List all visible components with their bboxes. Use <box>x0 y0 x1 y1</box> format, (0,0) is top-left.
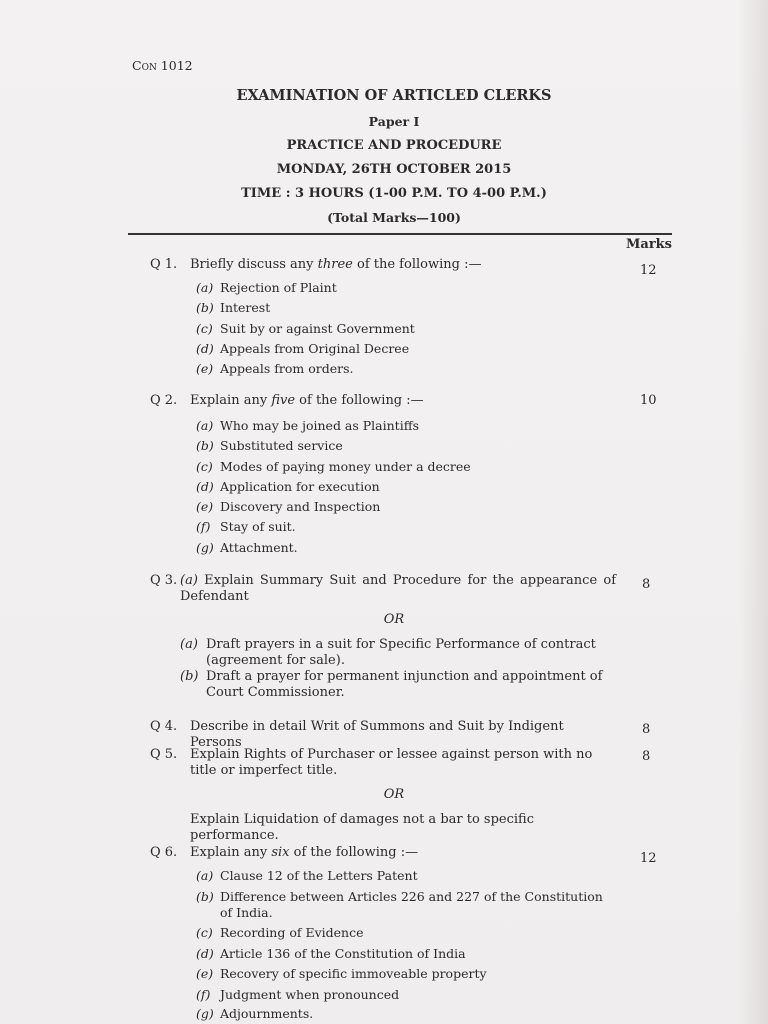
subject-title: PRACTICE AND PROCEDURE <box>286 138 502 153</box>
item-label: (d) <box>196 479 214 494</box>
item-text: Adjournments. <box>220 1006 314 1021</box>
q6-item <box>196 966 487 981</box>
exam-time: TIME : 3 HOURS (1-00 P.M. TO 4-00 P.M.) <box>241 186 547 201</box>
item-text: Difference between Articles 226 and 227 of the Constitution of India. <box>220 889 603 920</box>
q6-text-before: Explain any <box>190 845 272 860</box>
q1-item <box>196 300 270 315</box>
item-label: (c) <box>196 321 213 336</box>
item-label: (b) <box>180 669 199 684</box>
q5-marks: 8 <box>642 749 651 764</box>
q6-item <box>196 946 466 961</box>
item-text: Interest <box>220 300 271 315</box>
item-label: (a) <box>196 418 214 433</box>
item-text: Attachment. <box>220 540 298 555</box>
q1-number: Q 1. <box>150 257 178 272</box>
q1-item <box>196 321 415 336</box>
item-text: Draft prayers in a suit for Specific Performance of contract (agreement for sale). <box>206 637 596 668</box>
item-text: Application for execution <box>220 479 380 494</box>
q6-item <box>196 987 399 1002</box>
item-label: (d) <box>196 341 214 356</box>
q6-marks: 12 <box>640 851 657 866</box>
q1-marks: 12 <box>640 263 657 278</box>
item-label: (d) <box>196 946 214 961</box>
q3-number: Q 3. <box>150 573 178 588</box>
q6-item <box>196 868 418 883</box>
item-label: (a) <box>180 637 198 652</box>
q1-text-after: of the following :— <box>352 257 482 272</box>
q4-marks: 8 <box>642 722 651 737</box>
item-label: (c) <box>196 925 213 940</box>
q2-text <box>190 393 618 409</box>
total-marks: (Total Marks—100) <box>327 210 461 225</box>
q1-text <box>190 257 618 273</box>
q2-number: Q 2. <box>150 393 178 408</box>
q1-text-before: Briefly discuss any <box>190 257 318 272</box>
q2-item <box>196 540 298 555</box>
q2-item <box>196 499 380 514</box>
item-text: Substituted service <box>220 438 343 453</box>
item-label: (e) <box>196 499 214 514</box>
item-label: (f) <box>196 987 211 1002</box>
q6-item <box>196 1006 313 1021</box>
paper-number: Paper I <box>368 114 420 129</box>
q5-text: Explain Rights of Purchaser or lessee against person with no title or imperfect title. <box>190 747 593 778</box>
q6-number: Q 6. <box>150 845 178 860</box>
q2-item <box>196 438 343 453</box>
q6-text-emphasis: six <box>271 845 290 860</box>
q2-item <box>196 459 471 474</box>
item-label: (g) <box>196 540 214 555</box>
q3-marks: 8 <box>642 577 651 592</box>
item-text: Stay of suit. <box>220 519 296 534</box>
q3-part-a-label: (a) <box>180 573 198 588</box>
q2-item <box>196 418 419 433</box>
header-divider <box>128 233 672 235</box>
item-text: Appeals from orders. <box>220 361 354 376</box>
item-label: (b) <box>196 300 214 315</box>
item-label: (g) <box>196 1006 214 1021</box>
q1-item <box>196 361 353 376</box>
q4-text: Describe in detail Writ of Summons and Suit by Indigent Persons <box>190 719 564 750</box>
q3-part-a-text: Explain Summary Suit and Procedure for the appearance of Defendant <box>180 573 617 604</box>
q2-item <box>196 479 380 494</box>
item-label: (a) <box>196 868 214 883</box>
q3-part-a <box>180 573 616 605</box>
q1-text-emphasis: three <box>317 257 353 272</box>
item-label: (b) <box>196 889 214 904</box>
item-text: Draft a prayer for permanent injunction and appointment of Court Commissioner. <box>206 669 603 700</box>
item-label: (e) <box>196 361 214 376</box>
page-edge-shadow <box>738 0 768 1024</box>
item-text: Who may be joined as Plaintiffs <box>220 418 419 433</box>
marks-column-heading: Marks <box>626 237 672 252</box>
q1-item <box>196 341 409 356</box>
item-text: Suit by or against Government <box>220 321 415 336</box>
q5-or-divider: OR <box>383 787 405 802</box>
q5-alt-text: Explain Liquidation of damages not a bar to specific performance. <box>190 812 534 843</box>
item-label: (f) <box>196 519 211 534</box>
item-text: Recovery of specific immoveable property <box>220 966 487 981</box>
q2-marks: 10 <box>640 393 657 408</box>
q2-text-emphasis: five <box>271 393 296 408</box>
q1-item <box>196 280 337 295</box>
q3-or-divider: OR <box>383 612 405 627</box>
paper-code: Con 1012 <box>132 58 193 73</box>
item-text: Modes of paying money under a decree <box>220 459 471 474</box>
q6-text-after: of the following :— <box>289 845 419 860</box>
item-text: Recording of Evidence <box>220 925 364 940</box>
item-text: Appeals from Original Decree <box>220 341 410 356</box>
item-label: (b) <box>196 438 214 453</box>
q6-text <box>190 845 618 861</box>
q5-number: Q 5. <box>150 747 178 762</box>
item-text: Discovery and Inspection <box>220 499 381 514</box>
item-text: Article 136 of the Constitution of India <box>220 946 466 961</box>
exam-title: EXAMINATION OF ARTICLED CLERKS <box>236 87 552 104</box>
item-label: (e) <box>196 966 214 981</box>
q4-number: Q 4. <box>150 719 178 734</box>
q2-text-after: of the following :— <box>295 393 424 408</box>
q2-text-before: Explain any <box>190 393 272 408</box>
item-text: Clause 12 of the Letters Patent <box>220 868 418 883</box>
item-text: Judgment when pronounced <box>220 987 400 1002</box>
item-label: (c) <box>196 459 213 474</box>
q2-item <box>196 519 296 534</box>
exam-date: MONDAY, 26TH OCTOBER 2015 <box>276 162 512 177</box>
item-label: (a) <box>196 280 214 295</box>
item-text: Rejection of Plaint <box>220 280 337 295</box>
q6-item <box>196 925 364 940</box>
